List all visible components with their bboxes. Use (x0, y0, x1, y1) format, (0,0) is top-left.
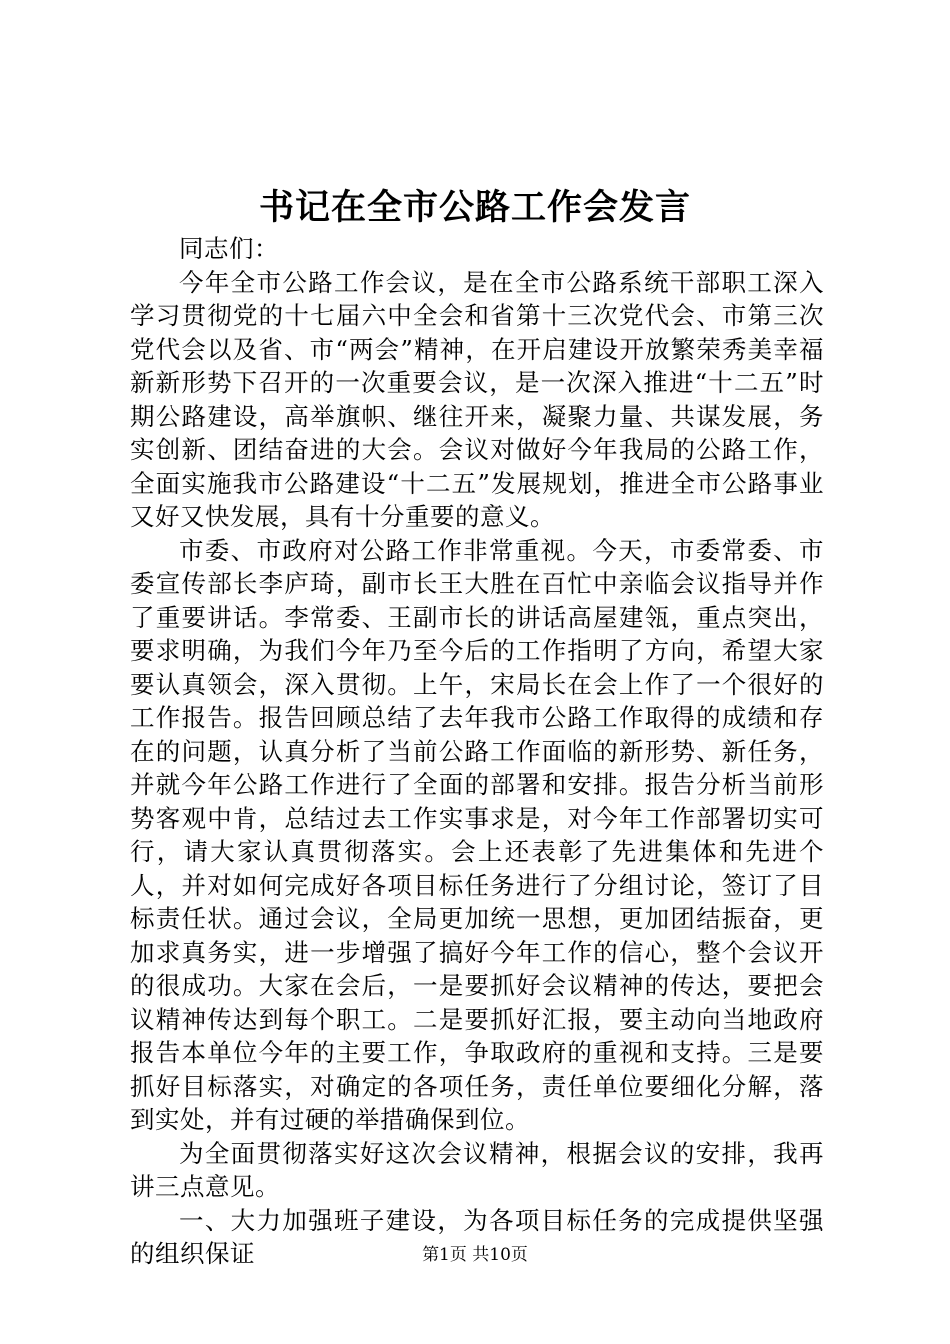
document-title: 书记在全市公路工作会发言 (258, 187, 691, 228)
salutation: 同志们： (179, 234, 279, 263)
page-number-footer: 第1页 共10页 (422, 1245, 528, 1265)
paragraph-section-one-heading: 一、大力加强班子建设，为各项目标任务的完成提供坚强的组织保证 (130, 1205, 824, 1268)
paragraph-three-points-intro: 为全面贯彻落实好这次会议精神，根据会议的安排，我再讲三点意见。 (130, 1138, 824, 1201)
paragraph-meeting-significance: 今年全市公路工作会议，是在全市公路系统干部职工深入学习贯彻党的十七届六中全会和省第十三次党代会、市第三次党代会以及省、市“两会”精神，在开启建设开放繁荣秀美幸福新新形势下召开的一次重要会议，是一次深入推进“十二五”时期公路建设，高举旗帜、继往开来，凝聚力量、共谋发展，务实创新、团结奋进的大会。会议对做好今年我局的公路工作，全面实施我市公路建设“十二五”发展规划，推进全市公路事业又好又快发展，具有十分重要的意义。 (130, 267, 824, 531)
paragraph-leadership-attention: 市委、市政府对公路工作非常重视。今天，市委常委、市委宣传部长李庐琦，副市长王大胜在百忙中亲临会议指导并作了重要讲话。李常委、王副市长的讲话高屋建瓴，重点突出，要求明确，为我们今年乃至今后的工作指明了方向，希望大家要认真领会，深入贯彻。上午，宋局长在会上作了一个很好的工作报告。报告回顾总结了去年我市公路工作取得的成绩和存在的问题，认真分析了当前公路工作面临的新形势、新任务，并就今年公路工作进行了全面的部署和安排。报告分析当前形势客观中肯，总结过去工作实事求是，对今年工作部署切实可行，请大家认真贯彻落实。会上还表彰了先进集体和先进个人，并对如何完成好各项目标任务进行了分组讨论，签订了目标责任状。通过会议，全局更加统一思想，更加团结振奋，更加求真务实，进一步增强了搞好今年工作的信心，整个会议开的很成功。大家在会后，一是要抓好会议精神的传达，要把会议精神传达到每个职工。二是要抓好汇报，要主动向当地政府报告本单位今年的主要工作，争取政府的重视和支持。三是要抓好目标落实，对确定的各项任务，责任单位要细化分解，落到实处，并有过硬的举措确保到位。 (130, 535, 824, 1134)
document-body (130, 232, 824, 1271)
